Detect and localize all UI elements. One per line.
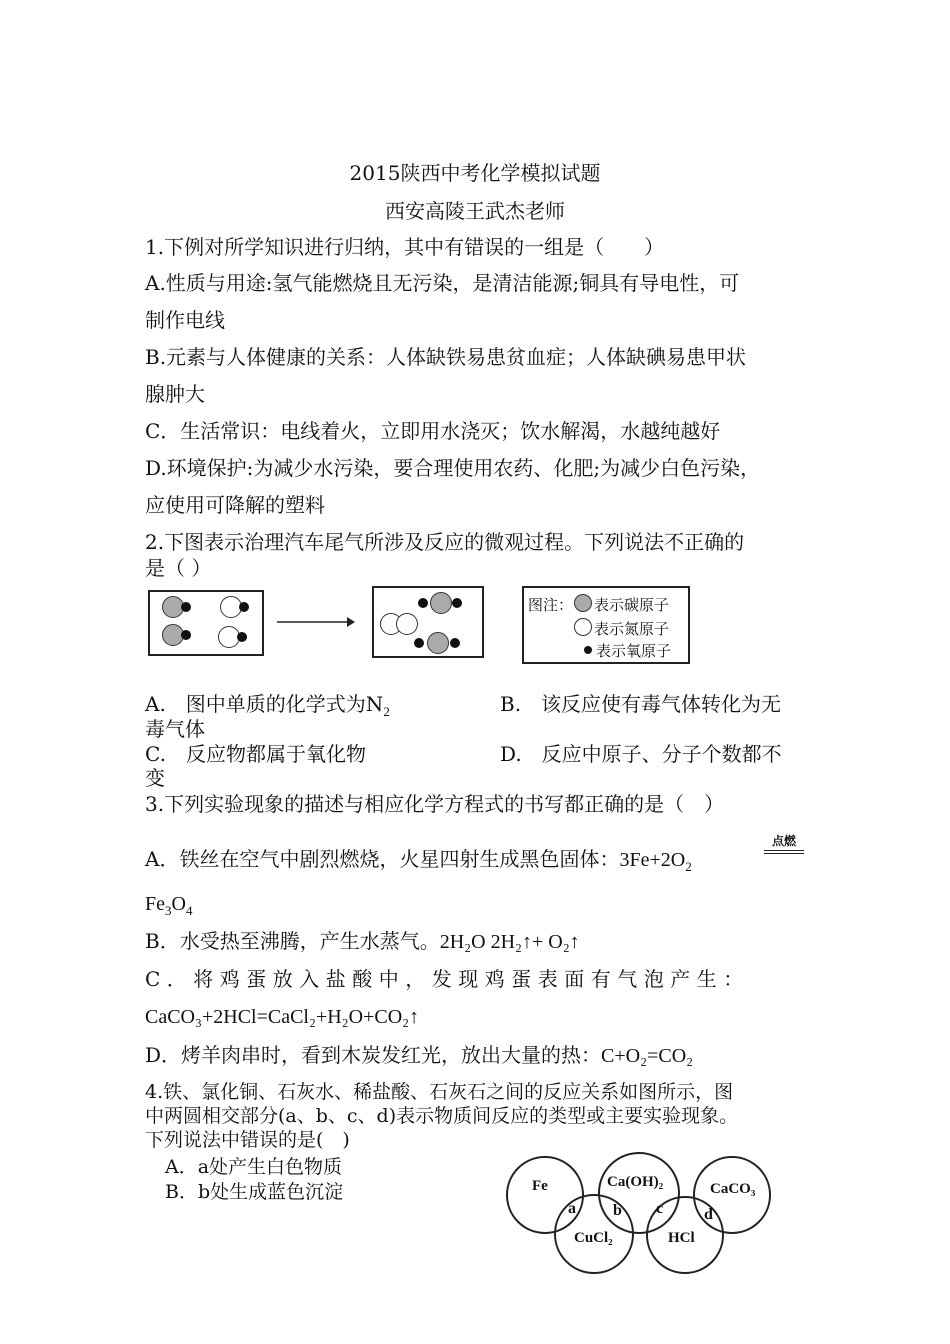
- carbon-atom: [427, 632, 449, 654]
- q3-option-b: B．水受热至沸腾，产生水蒸气。2H₂O 2H₂↑+ O₂↑: [145, 929, 580, 953]
- oxygen-atom: [414, 638, 424, 648]
- products-box: [372, 586, 484, 658]
- q1-option-b-line2: 腺肿大: [145, 382, 205, 406]
- q4-stem-line2: 中两圆相交部分(a、b、c、d)表示物质间反应的类型或主要实验现象。: [145, 1105, 739, 1127]
- q2-option-a: A. 图中单质的化学式为$N_2$: [145, 692, 390, 719]
- q4-option-a: A．a处产生白色物质: [165, 1156, 343, 1178]
- oxygen-atom: [452, 598, 462, 608]
- q3-option-a: A．铁丝在空气中剧烈燃烧，火星四射生成黑色固体：$3Fe+2O_2$: [145, 847, 692, 874]
- legend-oxygen: 表示氧原子: [596, 642, 672, 660]
- author-line: 西安高陵王武杰老师: [385, 199, 565, 223]
- label-caco3: CaCO₃: [710, 1181, 756, 1197]
- oxygen-atom: [584, 646, 592, 654]
- label-hcl: HCl: [668, 1230, 695, 1246]
- label-fe: Fe: [532, 1178, 548, 1194]
- q1-option-d-line2: 应使用可降解的塑料: [145, 493, 325, 517]
- intersection-c: c: [656, 1200, 664, 1217]
- q1-stem: 1.下例对所学知识进行归纳，其中有错误的一组是（ ）: [145, 235, 665, 259]
- q3-stem: 3.下列实验现象的描述与相应化学方程式的书写都正确的是（ ）: [145, 792, 725, 816]
- nitrogen-atom: [396, 613, 418, 635]
- q1-option-a-line2: 制作电线: [145, 308, 225, 332]
- label-cucl2: CuCl₂: [574, 1230, 613, 1246]
- reaction-circles-diagram: [500, 1150, 780, 1275]
- q1-option-d-line1: D.环境保护:为减少水污染，要合理使用农药、化肥;为减少白色污染，: [145, 456, 761, 480]
- oxygen-atom: [418, 598, 428, 608]
- legend-carbon: 表示碳原子: [594, 596, 670, 614]
- legend-title: 图注：: [528, 596, 574, 614]
- nitrogen-atom: [574, 618, 592, 636]
- label-caoh2: Ca(OH)₂: [607, 1174, 664, 1190]
- q2-option-d-line1: D. 反应中原子、分子个数都不: [500, 742, 782, 766]
- q1-option-a-line1: A.性质与用途:氢气能燃烧且无污染，是清洁能源;铜具有导电性，可: [145, 271, 740, 295]
- q3-option-c-equation: CaCO₃+2HCl=CaCl₂+H₂O+CO₂↑: [145, 1006, 420, 1028]
- q2-option-b-line2: 毒气体: [145, 717, 205, 741]
- q1-option-b-line1: B.元素与人体健康的关系：人体缺铁易患贫血症；人体缺碘易患甲状: [145, 345, 747, 369]
- q2-stem-line2: 是（ ）: [145, 556, 212, 580]
- oxygen-atom: [181, 630, 191, 640]
- reactants-box: [148, 590, 264, 656]
- oxygen-atom: [450, 638, 460, 648]
- oxygen-atom: [237, 632, 247, 642]
- carbon-atom: [574, 594, 592, 612]
- q3-option-a-product: $Fe_3O_4$: [145, 893, 193, 918]
- q3-option-c: C．将鸡蛋放入盐酸中，发现鸡蛋表面有气泡产生：: [145, 967, 750, 991]
- q3-option-d: D．烤羊肉串时，看到木炭发红光，放出大量的热：C+O₂=CO₂: [145, 1043, 694, 1067]
- carbon-atom: [430, 592, 452, 614]
- combustion-condition: 点燃: [764, 830, 804, 854]
- q1-option-c: C．生活常识：电线着火，立即用水浇灭；饮水解渴，水越纯越好: [145, 419, 721, 443]
- reaction-arrow: [275, 615, 357, 629]
- legend-nitrogen: 表示氮原子: [594, 620, 670, 638]
- q2-option-c: C. 反应物都属于氧化物: [145, 742, 366, 766]
- q4-stem-line3: 下列说法中错误的是( ): [145, 1129, 350, 1151]
- q4-stem-line1: 4.铁、氯化铜、石灰水、稀盐酸、石灰石之间的反应关系如图所示，图: [145, 1081, 734, 1103]
- legend-box: [522, 586, 690, 664]
- oxygen-atom: [239, 602, 249, 612]
- q2-option-b-line1: B. 该反应使有毒气体转化为无: [500, 692, 782, 716]
- q2-option-d-line2: 变: [145, 766, 165, 790]
- q2-stem-line1: 2.下图表示治理汽车尾气所涉及反应的微观过程。下列说法不正确的: [145, 530, 745, 554]
- page-title: 2015陕西中考化学模拟试题: [349, 161, 601, 185]
- intersection-d: d: [704, 1206, 713, 1223]
- q4-option-b: B．b处生成蓝色沉淀: [165, 1181, 344, 1203]
- intersection-a: a: [568, 1200, 576, 1217]
- oxygen-atom: [181, 602, 191, 612]
- intersection-b: b: [613, 1202, 622, 1219]
